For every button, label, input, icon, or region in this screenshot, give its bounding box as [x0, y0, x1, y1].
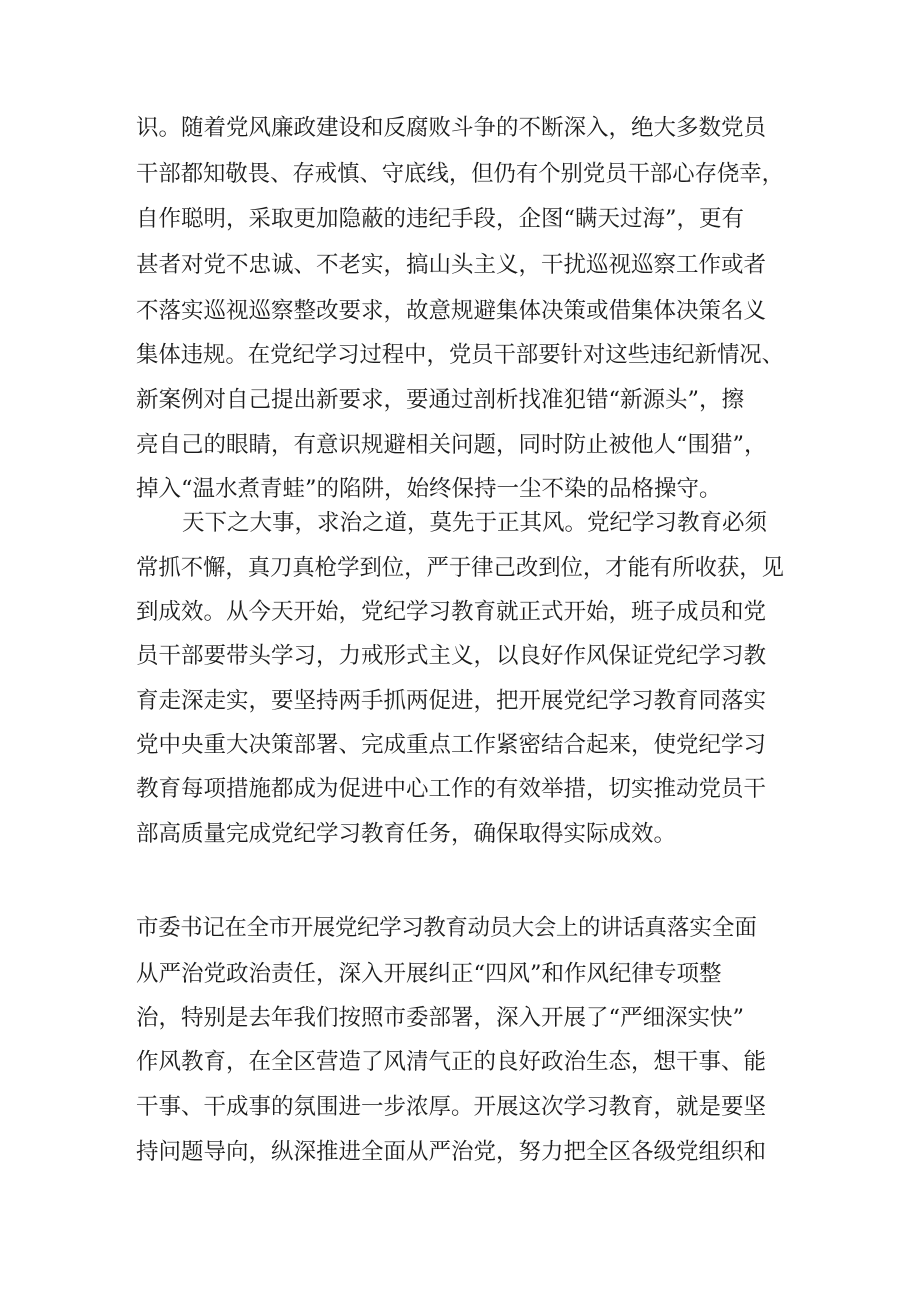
- text-line: 甚者对党不忠诚、不老实，搞山头主义，干扰巡视巡察工作或者: [136, 252, 767, 278]
- text-line: 常抓不懈，真刀真枪学到位，严于律己改到位，才能有所收获，见: [136, 555, 785, 581]
- heading-line: [0, 908, 920, 948]
- text-line: 治，特别是去年我们按照市委部署，深入开展了“严细深实快”: [136, 1005, 745, 1031]
- text-line: 教育每项措施都成为促进中心工作的有效举措，切实推动党员干: [136, 776, 767, 802]
- text-line: 持问题导向，纵深推进全面从严治党，努力把全区各级党组织和: [136, 1139, 767, 1165]
- text-line: 从严治党政治责任，深入开展纠正“四风”和作风纪律专项整: [136, 961, 722, 987]
- text-fragment: 真落实全面: [644, 915, 757, 941]
- text-line: 党中央重大决策部署、完成重点工作紧密结合起来，使党纪学习: [136, 732, 767, 758]
- text-line: 干事、干成事的氛围进一步浓厚。开展这次学习教育，就是要坚: [136, 1094, 767, 1120]
- article-heading: 市委书记在全市开展党纪学习教育动员大会上的讲话: [136, 915, 645, 941]
- text-line: 部高质量完成党纪学习教育任务，确保取得实际成效。: [136, 821, 677, 847]
- text-line: 新案例对自己提出新要求，要通过剖析找准犯错“新源头”，擦: [136, 387, 745, 413]
- text-line: 识。随着党风廉政建设和反腐败斗争的不断深入，绝大多数党员: [136, 115, 767, 141]
- text-line: 天下之大事，求治之道，莫先于正其风。党纪学习教育必须: [182, 510, 768, 536]
- text-line: 自作聪明，采取更加隐蔽的违纪手段，企图“瞒天过海”，更有: [136, 206, 745, 232]
- text-line: 不落实巡视巡察整改要求，故意规避集体决策或借集体决策名义: [136, 298, 767, 324]
- text-line: 作风教育，在全区营造了风清气正的良好政治生态，想干事、能: [136, 1049, 767, 1075]
- text-line: 亮自己的眼睛，有意识规避相关问题，同时防止被他人“围猎”，: [136, 432, 767, 458]
- text-line: 育走深走实，要坚持两手抓两促进，把开展党纪学习教育同落实: [136, 688, 767, 714]
- text-line: 集体违规。在党纪学习过程中，党员干部要针对这些违纪新情况、: [136, 342, 785, 368]
- text-line: 干部都知敬畏、存戒慎、守底线，但仍有个别党员干部心存侥幸，: [136, 161, 785, 187]
- text-line: 员干部要带头学习，力戒形式主义，以良好作风保证党纪学习教: [136, 643, 767, 669]
- text-line: 掉入“温水煮青蛙”的陷阱，始终保持一尘不染的品格操守。: [136, 476, 722, 502]
- text-line: 到成效。从今天开始，党纪学习教育就正式开始，班子成员和党: [136, 599, 767, 625]
